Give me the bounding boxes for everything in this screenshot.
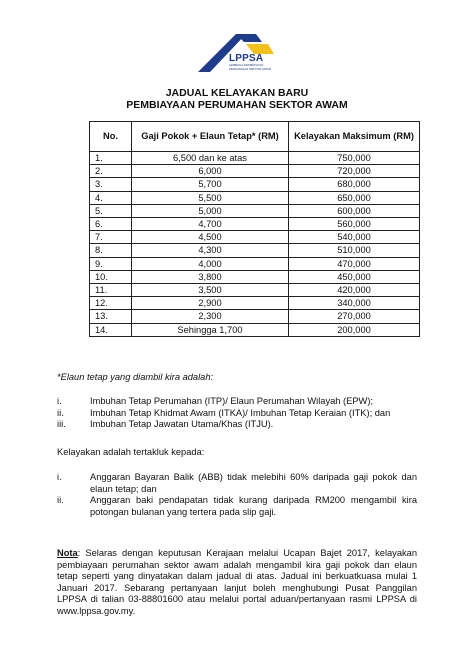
list-item-number: ii. — [57, 407, 64, 418]
list-item-text: Imbuhan Tetap Khidmat Awam (ITKA)/ Imbuhan Tetap Keraian (ITK); dan — [90, 407, 391, 418]
row-no: 13. — [90, 310, 132, 323]
table-row — [90, 165, 420, 178]
row-salary: 5,000 — [132, 204, 289, 217]
eligibility-table — [89, 121, 420, 337]
list-item-text: Anggaran baki pendapatan tidak kurang daripada RM200 mengambil kira potongan bulanan yang tertera pada slip gaji. — [90, 495, 417, 517]
row-salary: 5,500 — [132, 191, 289, 204]
list-item-text: Imbuhan Tetap Perumahan (ITP)/ Elaun Perumahan Wilayah (EPW); — [90, 396, 373, 406]
page-title: JADUAL KELAYAKAN BARU — [165, 87, 309, 99]
row-max-eligibility: 420,000 — [289, 284, 420, 297]
row-max-eligibility: 450,000 — [289, 270, 420, 283]
list-item-text: Anggaran Bayaran Balik (ABB) tidak melebihi 60% daripada gaji pokok dan elaun tetap; dan — [90, 472, 417, 494]
row-max-eligibility: 200,000 — [289, 323, 420, 336]
row-no: 11. — [90, 284, 132, 297]
header-no: No. — [90, 122, 132, 152]
row-no: 6. — [90, 218, 132, 231]
nota-text: : Selaras dengan keputusan Kerajaan melalui Ucapan Bajet 2017, kelayakan pembiayaan perumahan sektor awam adalah mengambil kira gaji pokok dan elaun tetap seperti yang dinyatakan dalam jadual di atas. Jadual ini berkuatkuasa mulai 1 Januari 2017. Sebarang pertanyaan lanjut boleh menghubungi Pusat Panggilan LPPSA di talian 03-88801600 atau melalui portal aduan/pertanyaan rasmi LPPSA di www.lppsa.gov.my. — [57, 548, 417, 616]
list-item — [57, 495, 417, 518]
table-row — [90, 191, 420, 204]
row-salary: 5,700 — [132, 178, 289, 191]
row-no: 3. — [90, 178, 132, 191]
row-no: 7. — [90, 231, 132, 244]
row-salary: 3,800 — [132, 270, 289, 283]
row-no: 5. — [90, 204, 132, 217]
conditions-intro: Kelayakan adalah tertakluk kepada: — [57, 447, 205, 457]
row-salary: Sehingga 1,700 — [132, 323, 289, 336]
table-row — [90, 323, 420, 336]
table-row — [90, 284, 420, 297]
row-salary: 4,000 — [132, 257, 289, 270]
logo-word: LPPSA — [229, 53, 264, 64]
row-max-eligibility: 340,000 — [289, 297, 420, 310]
row-max-eligibility: 720,000 — [289, 165, 420, 178]
row-max-eligibility: 680,000 — [289, 178, 420, 191]
list-item — [57, 472, 417, 495]
row-no: 12. — [90, 297, 132, 310]
logo-text — [229, 54, 289, 71]
logo-subtitle-2: PERUMAHAN SEKTOR AWAM — [229, 66, 272, 71]
list-item-number: iii. — [57, 419, 66, 429]
row-no: 9. — [90, 257, 132, 270]
page-subtitle: PEMBIAYAAN PERUMAHAN SEKTOR AWAM — [126, 99, 348, 111]
row-no: 4. — [90, 191, 132, 204]
table-row — [90, 178, 420, 191]
header-salary: Gaji Pokok + Elaun Tetap* (RM) — [132, 122, 289, 152]
table-header-row — [90, 122, 420, 152]
table-row — [90, 231, 420, 244]
row-salary: 2,900 — [132, 297, 289, 310]
table-row — [90, 218, 420, 231]
row-max-eligibility: 650,000 — [289, 191, 420, 204]
nota-paragraph — [57, 548, 417, 618]
allowance-note: *Elaun tetap yang diambil kira adalah: — [57, 372, 214, 382]
row-max-eligibility: 270,000 — [289, 310, 420, 323]
table-row — [90, 297, 420, 310]
row-max-eligibility: 470,000 — [289, 257, 420, 270]
row-no: 10. — [90, 270, 132, 283]
table-row — [90, 152, 420, 165]
row-salary: 3,500 — [132, 284, 289, 297]
row-max-eligibility: 510,000 — [289, 244, 420, 257]
row-max-eligibility: 600,000 — [289, 204, 420, 217]
table-row — [90, 270, 420, 283]
table-row — [90, 244, 420, 257]
row-max-eligibility: 750,000 — [289, 152, 420, 165]
row-salary: 4,700 — [132, 218, 289, 231]
row-salary: 4,500 — [132, 231, 289, 244]
row-max-eligibility: 560,000 — [289, 218, 420, 231]
row-salary: 6,500 dan ke atas — [132, 152, 289, 165]
table-row — [90, 257, 420, 270]
conditions-list — [57, 472, 417, 518]
row-salary: 6,000 — [132, 165, 289, 178]
list-item-text: Imbuhan Tetap Jawatan Utama/Khas (ITJU). — [90, 419, 274, 429]
nota-label: Nota — [57, 548, 78, 558]
logo-subtitle-1: LEMBAGA PEMBIAYAAN — [229, 63, 264, 67]
row-no: 1. — [90, 152, 132, 165]
table-row — [90, 204, 420, 217]
row-max-eligibility: 540,000 — [289, 231, 420, 244]
row-salary: 4,300 — [132, 244, 289, 257]
header-max-eligibility: Kelayakan Maksimum (RM) — [289, 122, 420, 152]
row-no: 14. — [90, 323, 132, 336]
row-no: 8. — [90, 244, 132, 257]
list-item-number: i. — [57, 396, 62, 406]
list-item-number: i. — [57, 472, 62, 482]
row-no: 2. — [90, 165, 132, 178]
row-salary: 2,300 — [132, 310, 289, 323]
list-item-number: ii. — [57, 495, 64, 505]
table-row — [90, 310, 420, 323]
